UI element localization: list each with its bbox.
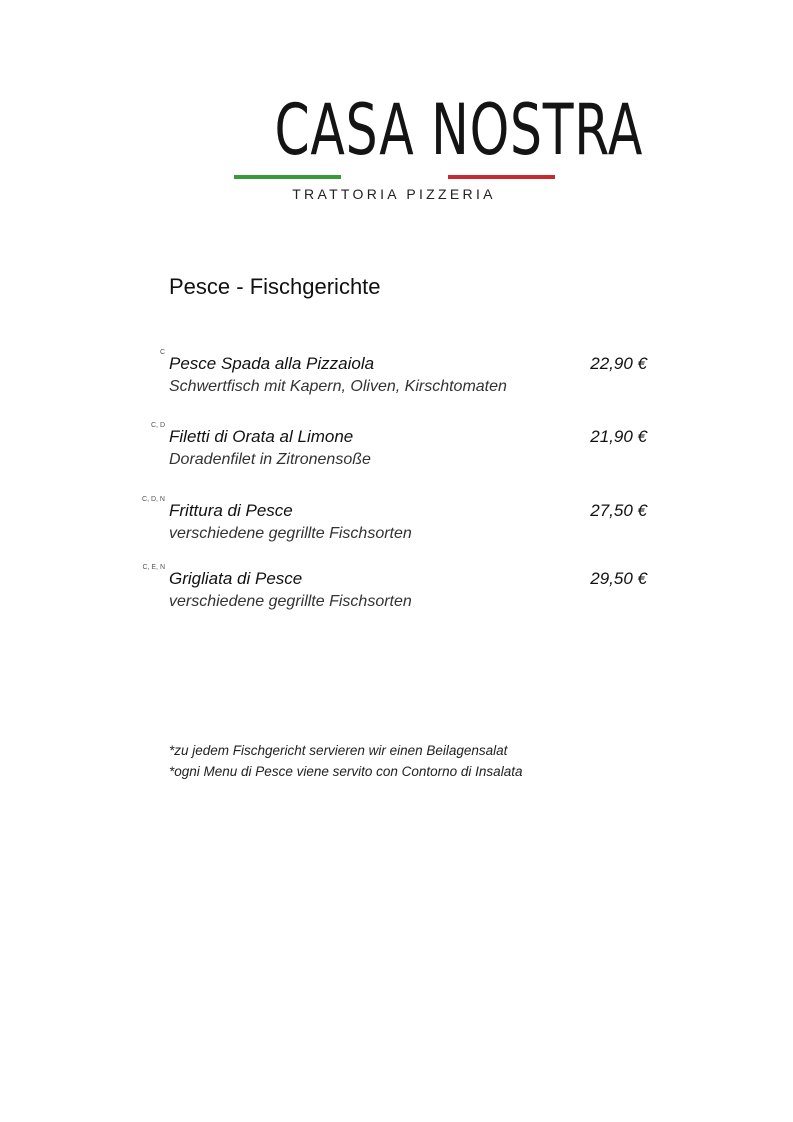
- footnotes: [169, 740, 522, 782]
- allergen-codes: C, D: [151, 422, 165, 429]
- restaurant-logo: [0, 0, 793, 230]
- allergen-codes: C, D, N: [142, 496, 165, 503]
- dish-name: Filetti di Orata al Limone: [169, 427, 354, 446]
- dish-description: Schwertfisch mit Kapern, Oliven, Kirschtomaten: [169, 378, 507, 395]
- dish-name: Grigliata di Pesce: [169, 569, 303, 588]
- allergen-codes: C: [159, 349, 165, 356]
- dish-description: Doradenfilet in Zitronensoße: [169, 451, 371, 468]
- logo-red-stripe: [448, 175, 555, 179]
- dish-price: 27,50 €: [590, 501, 647, 520]
- footnote-german: *zu jedem Fischgericht servieren wir einen Beilagensalat: [169, 743, 508, 758]
- dish-price: 29,50 €: [590, 569, 647, 588]
- footnote-italian: *ogni Menu di Pesce viene servito con Contorno di Insalata: [169, 764, 523, 779]
- logo-tagline: TRATTORIA PIZZERIA: [292, 186, 496, 202]
- dish-description: verschiedene gegrillte Fischsorten: [169, 593, 412, 610]
- dish-price: 22,90 €: [590, 354, 647, 373]
- dish-price: 21,90 €: [590, 427, 647, 446]
- dish-description: verschiedene gegrillte Fischsorten: [169, 525, 412, 542]
- dish-name: Frittura di Pesce: [169, 501, 293, 520]
- logo-title: CASA NOSTRA: [274, 89, 644, 171]
- dish-name: Pesce Spada alla Pizzaiola: [169, 354, 375, 373]
- section-title: Pesce - Fischgerichte: [169, 274, 381, 299]
- logo-green-stripe: [234, 175, 341, 179]
- allergen-codes: C, E, N: [142, 564, 165, 571]
